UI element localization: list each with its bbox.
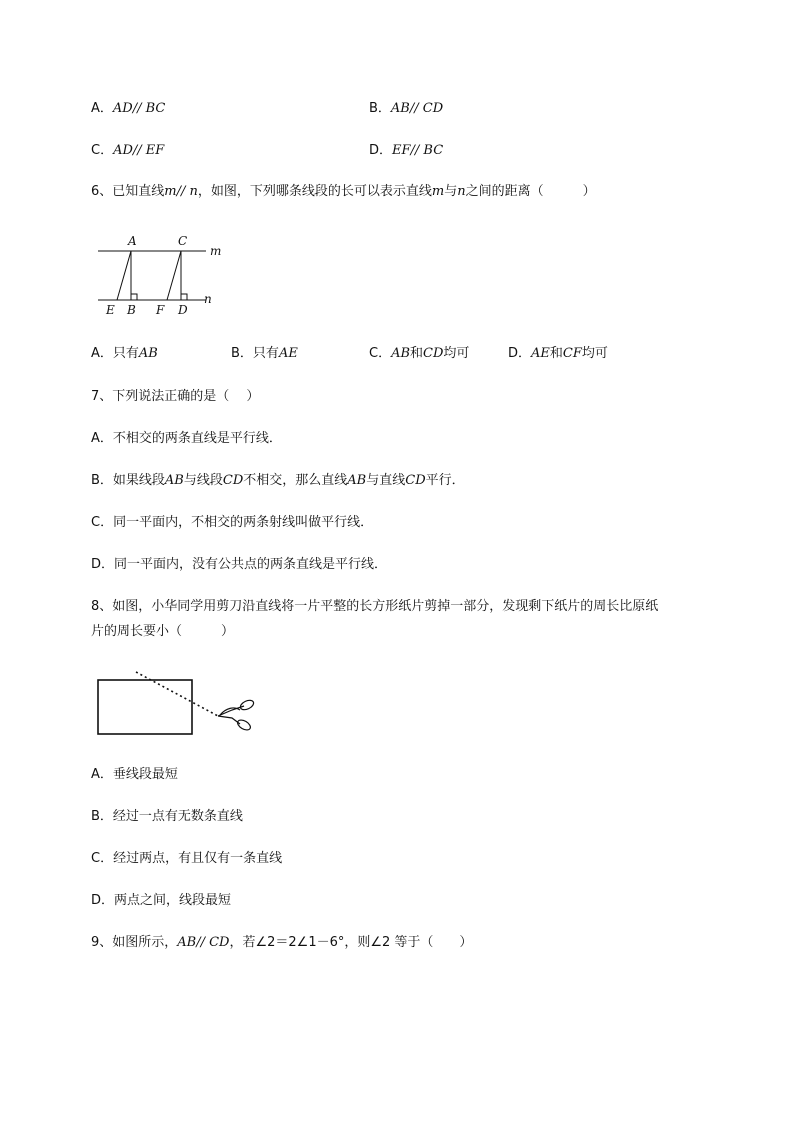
option-math2: CF bbox=[562, 346, 582, 361]
q6-stem bbox=[91, 184, 596, 200]
cut-line bbox=[136, 672, 218, 716]
right-angle-mark-b bbox=[131, 294, 137, 300]
q6-stem-math: m// n bbox=[164, 184, 198, 199]
label-f: F bbox=[156, 303, 165, 317]
option-mid: 和 bbox=[410, 346, 424, 361]
math: CD bbox=[222, 473, 244, 488]
q5-option-c bbox=[91, 143, 164, 159]
option-mid: 和 bbox=[549, 346, 563, 361]
label-d: D bbox=[178, 303, 188, 317]
segment-cf bbox=[167, 251, 181, 300]
option-math: AD// EF bbox=[113, 143, 165, 158]
q9-stem-prefix: 9、如图所示， bbox=[91, 935, 178, 950]
q9-stem-math: AB// CD bbox=[177, 935, 230, 950]
option-math: AB bbox=[391, 346, 411, 361]
option-letter: C． bbox=[369, 346, 392, 361]
q5-option-d bbox=[369, 143, 443, 159]
option-math2: CD bbox=[423, 346, 444, 361]
q8-option-c: C．经过两点，有且仅有一条直线 bbox=[91, 851, 283, 866]
math: CD bbox=[405, 473, 426, 488]
label-c: C bbox=[178, 234, 188, 248]
option-math: AE bbox=[278, 346, 298, 361]
q7-option-d: D．同一平面内，没有公共点的两条直线是平行线． bbox=[91, 557, 388, 572]
option-math: AD// BC bbox=[112, 101, 166, 116]
label-b: B bbox=[127, 303, 136, 317]
option-letter: D． bbox=[369, 143, 393, 158]
q6-figure bbox=[92, 228, 232, 320]
option-letter: A． bbox=[91, 346, 113, 361]
q6-stem-suffix: 之间的距离（ ） bbox=[465, 184, 596, 199]
q8-stem-line2: 片的周长要小（ ） bbox=[91, 624, 235, 639]
q6-stem-mid: ，如图，下列哪条线段的长可以表示直线 bbox=[197, 184, 432, 199]
label-e: E bbox=[106, 303, 115, 317]
q7-option-b bbox=[91, 473, 465, 489]
label-a: A bbox=[128, 234, 137, 248]
q6-option-d bbox=[508, 346, 608, 362]
math: AB bbox=[164, 473, 184, 488]
q7-option-c: C．同一平面内，不相交的两条射线叫做平行线． bbox=[91, 515, 374, 530]
q6-stem-m: m bbox=[431, 184, 445, 199]
option-pre: 只有 bbox=[252, 346, 279, 361]
q7-stem: 7、下列说法正确的是（ ） bbox=[91, 389, 260, 404]
text: 与直线 bbox=[366, 473, 406, 488]
label-m: m bbox=[210, 244, 222, 258]
option-post: 均可 bbox=[581, 346, 608, 361]
q8-option-b: B．经过一点有无数条直线 bbox=[91, 809, 243, 824]
label-n: n bbox=[204, 292, 212, 306]
option-math: AB// CD bbox=[390, 101, 444, 116]
option-letter: B． bbox=[369, 101, 391, 116]
text: 与线段 bbox=[183, 473, 223, 488]
right-angle-mark-d bbox=[181, 294, 187, 300]
q6-option-a bbox=[91, 346, 158, 362]
option-letter: B． bbox=[231, 346, 253, 361]
text: 平行． bbox=[425, 473, 465, 488]
option-post: 均可 bbox=[443, 346, 470, 361]
q8-stem-line1: 8、如图，小华同学用剪刀沿直线将一片平整的长方形纸片剪掉一部分，发现剩下纸片的周长比原纸 bbox=[91, 599, 659, 614]
q9-stem-suffix: ，若∠2＝2∠1－6°，则∠2 等于（ ） bbox=[229, 935, 473, 950]
option-pre: 只有 bbox=[112, 346, 139, 361]
option-letter: A． bbox=[91, 101, 113, 116]
paper-rectangle bbox=[98, 680, 192, 734]
q5-option-b bbox=[369, 101, 443, 117]
option-letter: D． bbox=[508, 346, 532, 361]
q7-option-a: A．不相交的两条直线是平行线． bbox=[91, 431, 282, 446]
q6-option-b bbox=[231, 346, 298, 362]
q8-option-d: D．两点之间，线段最短 bbox=[91, 893, 232, 908]
option-letter: C． bbox=[91, 143, 114, 158]
scissors-icon bbox=[218, 698, 255, 732]
math: AB bbox=[347, 473, 367, 488]
q8-option-a: A．垂线段最短 bbox=[91, 767, 178, 782]
q9-stem bbox=[91, 935, 472, 951]
option-math: AE bbox=[531, 346, 550, 361]
q8-figure bbox=[94, 668, 260, 740]
segment-ae bbox=[117, 251, 131, 300]
option-math: AB bbox=[138, 346, 158, 361]
text: B．如果线段 bbox=[91, 473, 165, 488]
option-math: EF// BC bbox=[392, 143, 444, 158]
text: 不相交，那么直线 bbox=[243, 473, 348, 488]
q5-option-a bbox=[91, 101, 165, 117]
q6-stem-n: n bbox=[457, 184, 466, 199]
q6-stem-and: 与 bbox=[444, 184, 458, 199]
q6-stem-prefix: 6、已知直线 bbox=[91, 184, 165, 199]
q6-option-c bbox=[369, 346, 469, 362]
